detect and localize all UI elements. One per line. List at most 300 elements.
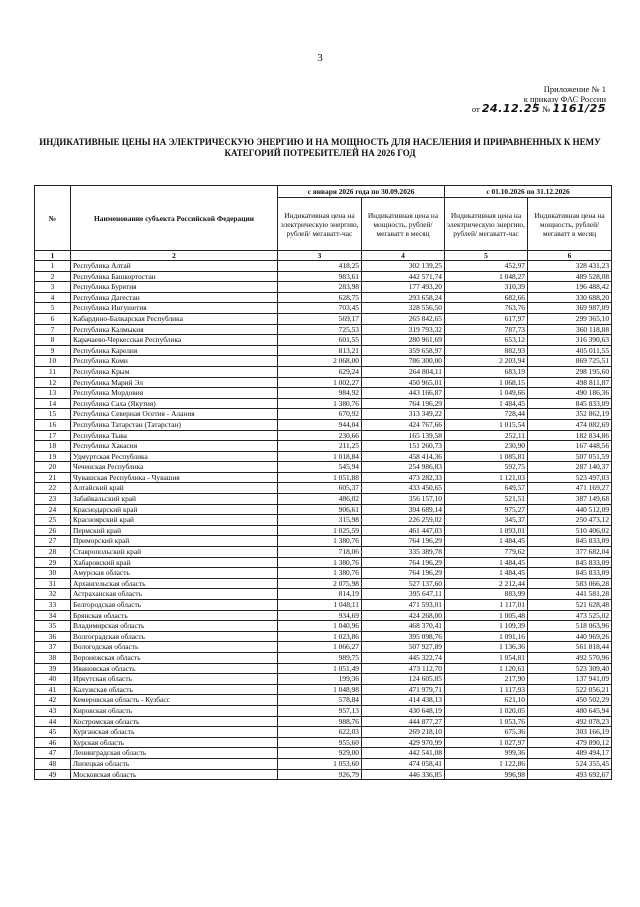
row-number: 41 xyxy=(35,684,71,695)
power-price-period-2: 473 525,02 xyxy=(528,610,612,621)
column-number: 6 xyxy=(528,251,612,261)
row-number: 27 xyxy=(35,536,71,547)
period-header-1: с января 2026 года по 30.09.2026 xyxy=(278,186,445,198)
energy-price-period-1: 955,60 xyxy=(278,737,362,748)
power-price-period-1: 264 804,11 xyxy=(362,366,445,377)
row-number: 8 xyxy=(35,335,71,346)
row-number: 29 xyxy=(35,557,71,568)
energy-price-period-1: 906,61 xyxy=(278,504,362,515)
row-number: 40 xyxy=(35,674,71,685)
energy-price-period-2: 521,51 xyxy=(445,494,528,505)
energy-price-period-2: 1 484,45 xyxy=(445,536,528,547)
row-number: 1 xyxy=(35,261,71,272)
region-name: Красноярский край xyxy=(71,515,278,526)
power-price-period-2: 328 431,23 xyxy=(528,261,612,272)
energy-price-period-2: 617,97 xyxy=(445,313,528,324)
row-number: 20 xyxy=(35,462,71,473)
power-price-period-1: 395 647,11 xyxy=(362,589,445,600)
power-price-period-1: 335 389,78 xyxy=(362,547,445,558)
appendix-line2: к приказу ФАС России xyxy=(523,94,606,104)
region-name: Иркутская область xyxy=(71,674,278,685)
table-row xyxy=(35,483,612,494)
table-row xyxy=(35,716,612,727)
table-row xyxy=(35,324,612,335)
power-price-period-1: 442 541,08 xyxy=(362,748,445,759)
energy-price-period-2: 675,36 xyxy=(445,727,528,738)
energy-price-period-1: 2 075,98 xyxy=(278,578,362,589)
row-number: 3 xyxy=(35,282,71,293)
energy-price-period-1: 813,21 xyxy=(278,345,362,356)
power-price-period-2: 316 390,63 xyxy=(528,335,612,346)
table-row xyxy=(35,631,612,642)
power-price-period-2: 474 082,69 xyxy=(528,419,612,430)
region-name: Астраханская область xyxy=(71,589,278,600)
energy-price-period-2: 452,97 xyxy=(445,261,528,272)
power-price-period-1: 450 965,01 xyxy=(362,377,445,388)
power-price-period-2: 299 365,10 xyxy=(528,313,612,324)
row-number: 25 xyxy=(35,515,71,526)
energy-price-period-2: 1 053,76 xyxy=(445,716,528,727)
power-price-period-1: 442 571,74 xyxy=(362,271,445,282)
table-row xyxy=(35,292,612,303)
table-row xyxy=(35,515,612,526)
power-price-period-1: 328 556,50 xyxy=(362,303,445,314)
energy-price-period-2: 1 085,81 xyxy=(445,451,528,462)
region-name: Волгоградская область xyxy=(71,631,278,642)
power-price-period-2: 387 149,68 xyxy=(528,494,612,505)
table-row xyxy=(35,568,612,579)
table-row xyxy=(35,589,612,600)
row-number: 36 xyxy=(35,631,71,642)
table-row xyxy=(35,462,612,473)
energy-price-period-2: 1 027,97 xyxy=(445,737,528,748)
row-number: 30 xyxy=(35,568,71,579)
energy-price-period-2: 882,93 xyxy=(445,345,528,356)
power-price-period-1: 319 793,32 xyxy=(362,324,445,335)
power-price-period-2: 298 195,60 xyxy=(528,366,612,377)
region-name: Республика Коми xyxy=(71,356,278,367)
table-row xyxy=(35,705,612,716)
power-price-period-2: 352 862,19 xyxy=(528,409,612,420)
power-price-period-1: 177 493,20 xyxy=(362,282,445,293)
table-row xyxy=(35,758,612,769)
table-row xyxy=(35,303,612,314)
energy-price-period-1: 1 051,88 xyxy=(278,472,362,483)
region-name: Курганская область xyxy=(71,727,278,738)
table-row xyxy=(35,610,612,621)
power-price-period-2: 450 502,29 xyxy=(528,695,612,706)
table-row xyxy=(35,356,612,367)
region-name: Ленинградская область xyxy=(71,748,278,759)
power-price-period-1: 430 648,19 xyxy=(362,705,445,716)
power-price-period-1: 280 961,69 xyxy=(362,335,445,346)
energy-price-period-1: 814,19 xyxy=(278,589,362,600)
energy-price-period-2: 2 212,44 xyxy=(445,578,528,589)
power-price-period-2: 330 688,20 xyxy=(528,292,612,303)
row-number: 6 xyxy=(35,313,71,324)
region-name: Липецкая область xyxy=(71,758,278,769)
power-price-period-2: 510 406,02 xyxy=(528,525,612,536)
energy-price-period-2: 763,76 xyxy=(445,303,528,314)
energy-price-period-1: 934,69 xyxy=(278,610,362,621)
power-price-period-1: 395 098,76 xyxy=(362,631,445,642)
power-price-period-2: 523 309,40 xyxy=(528,663,612,674)
row-number: 34 xyxy=(35,610,71,621)
row-number: 31 xyxy=(35,578,71,589)
power-price-period-2: 250 473,12 xyxy=(528,515,612,526)
appendix-prefix-date: от xyxy=(471,104,480,114)
power-price-period-2: 440 512,09 xyxy=(528,504,612,515)
table-row xyxy=(35,557,612,568)
appendix-line1: Приложение № 1 xyxy=(543,84,606,94)
power-price-period-1: 269 218,10 xyxy=(362,727,445,738)
region-name: Республика Карелия xyxy=(71,345,278,356)
power-price-period-1: 359 658,97 xyxy=(362,345,445,356)
power-price-period-2: 440 969,26 xyxy=(528,631,612,642)
energy-price-period-2: 1 093,01 xyxy=(445,525,528,536)
table-row xyxy=(35,536,612,547)
power-price-period-1: 445 322,74 xyxy=(362,652,445,663)
table-row xyxy=(35,674,612,685)
energy-price-period-1: 230,66 xyxy=(278,430,362,441)
page-number: 3 xyxy=(317,52,323,64)
column-number: 3 xyxy=(278,251,362,261)
row-number: 11 xyxy=(35,366,71,377)
energy-price-period-2: 1 117,93 xyxy=(445,684,528,695)
energy-price-period-1: 1 048,11 xyxy=(278,600,362,611)
power-price-period-2: 489 528,08 xyxy=(528,271,612,282)
energy-price-period-2: 230,90 xyxy=(445,441,528,452)
table-row xyxy=(35,409,612,420)
table-row xyxy=(35,642,612,653)
table-row xyxy=(35,388,612,399)
region-name: Республика Башкортостан xyxy=(71,271,278,282)
row-number: 12 xyxy=(35,377,71,388)
energy-price-period-1: 988,76 xyxy=(278,716,362,727)
region-name: Курская область xyxy=(71,737,278,748)
energy-price-period-2: 1 020,05 xyxy=(445,705,528,716)
col-header-energy-price-2: Индикативная цена на электрическую энергию, рублей/ мегаватт-час xyxy=(445,198,528,251)
energy-price-period-2: 653,12 xyxy=(445,335,528,346)
col-header-power-price-1: Индикативная цена на мощность, рублей/мегаватт в месяц xyxy=(362,198,445,251)
energy-price-period-1: 605,37 xyxy=(278,483,362,494)
appendix-prefix-no: № xyxy=(542,104,551,114)
region-name: Республика Дагестан xyxy=(71,292,278,303)
power-price-period-1: 433 450,65 xyxy=(362,483,445,494)
region-name: Кемеровская область - Кузбасс xyxy=(71,695,278,706)
col-header-energy-price-1: Индикативная цена на электрическую энергию, рублей/ мегаватт-час xyxy=(278,198,362,251)
row-number: 46 xyxy=(35,737,71,748)
row-number: 21 xyxy=(35,472,71,483)
region-name: Брянская область xyxy=(71,610,278,621)
region-name: Владимирская область xyxy=(71,621,278,632)
region-name: Карачаево-Черкесская Республика xyxy=(71,335,278,346)
energy-price-period-1: 628,75 xyxy=(278,292,362,303)
energy-price-period-1: 315,98 xyxy=(278,515,362,526)
region-name: Архангельская область xyxy=(71,578,278,589)
energy-price-period-2: 1 484,45 xyxy=(445,568,528,579)
energy-price-period-2: 217,90 xyxy=(445,674,528,685)
col-header-power-price-2: Индикативная цена на мощность, рублей/мегаватт в месяц xyxy=(528,198,612,251)
power-price-period-1: 473 112,70 xyxy=(362,663,445,674)
power-price-period-1: 764 196,29 xyxy=(362,568,445,579)
period-header-row xyxy=(35,186,612,198)
region-name: Республика Бурятия xyxy=(71,282,278,293)
power-price-period-1: 764 196,29 xyxy=(362,536,445,547)
row-number: 14 xyxy=(35,398,71,409)
col-header-number: № xyxy=(35,186,71,251)
document-title: ИНДИКАТИВНЫЕ ЦЕНЫ НА ЭЛЕКТРИЧЕСКУЮ ЭНЕРГИЮ И НА МОЩНОСТЬ ДЛЯ НАСЕЛЕНИЯ И ПРИРАВНЕННЫХ К НЕМУ КАТЕГОРИЙ ПОТРЕБИТЕЛЕЙ НА 2026 ГОД xyxy=(39,137,601,158)
energy-price-period-2: 1 091,16 xyxy=(445,631,528,642)
row-number: 32 xyxy=(35,589,71,600)
table-row xyxy=(35,663,612,674)
power-price-period-2: 405 011,55 xyxy=(528,345,612,356)
energy-price-period-1: 926,79 xyxy=(278,769,362,780)
power-price-period-1: 414 438,13 xyxy=(362,695,445,706)
table-row xyxy=(35,441,612,452)
power-price-period-2: 845 833,09 xyxy=(528,557,612,568)
region-name: Чувашская Республика - Чувашия xyxy=(71,472,278,483)
power-price-period-2: 287 140,37 xyxy=(528,462,612,473)
table-row xyxy=(35,727,612,738)
row-number: 17 xyxy=(35,430,71,441)
power-price-period-2: 196 488,42 xyxy=(528,282,612,293)
region-name: Хабаровский край xyxy=(71,557,278,568)
power-price-period-1: 424 767,66 xyxy=(362,419,445,430)
power-price-period-2: 845 833,09 xyxy=(528,536,612,547)
energy-price-period-2: 1 109,39 xyxy=(445,621,528,632)
region-name: Удмуртская Республика xyxy=(71,451,278,462)
region-name: Костромская область xyxy=(71,716,278,727)
row-number: 5 xyxy=(35,303,71,314)
region-name: Республика Крым xyxy=(71,366,278,377)
region-name: Ивановская область xyxy=(71,663,278,674)
energy-price-period-2: 1 015,54 xyxy=(445,419,528,430)
power-price-period-1: 424 268,00 xyxy=(362,610,445,621)
column-numbers-row xyxy=(35,251,612,261)
region-name: Республика Калмыкия xyxy=(71,324,278,335)
energy-price-period-2: 996,98 xyxy=(445,769,528,780)
table-row xyxy=(35,377,612,388)
power-price-period-2: 498 811,87 xyxy=(528,377,612,388)
row-number: 19 xyxy=(35,451,71,462)
energy-price-period-1: 670,92 xyxy=(278,409,362,420)
power-price-period-2: 441 581,28 xyxy=(528,589,612,600)
energy-price-period-2: 883,99 xyxy=(445,589,528,600)
energy-price-period-2: 975,27 xyxy=(445,504,528,515)
region-name: Амурская область xyxy=(71,568,278,579)
power-price-period-1: 293 658,24 xyxy=(362,292,445,303)
energy-price-period-2: 1 136,36 xyxy=(445,642,528,653)
power-price-period-1: 124 605,85 xyxy=(362,674,445,685)
power-price-period-1: 527 137,60 xyxy=(362,578,445,589)
table-row xyxy=(35,547,612,558)
power-price-period-1: 165 139,58 xyxy=(362,430,445,441)
row-number: 23 xyxy=(35,494,71,505)
row-number: 9 xyxy=(35,345,71,356)
table-row xyxy=(35,621,612,632)
energy-price-period-1: 1 048,98 xyxy=(278,684,362,695)
row-number: 45 xyxy=(35,727,71,738)
energy-price-period-2: 1 484,45 xyxy=(445,398,528,409)
energy-price-period-2: 779,62 xyxy=(445,547,528,558)
energy-price-period-2: 999,36 xyxy=(445,748,528,759)
power-price-period-1: 764 196,29 xyxy=(362,398,445,409)
energy-price-period-2: 345,37 xyxy=(445,515,528,526)
power-price-period-1: 429 970,99 xyxy=(362,737,445,748)
region-name: Калужская область xyxy=(71,684,278,695)
power-price-period-2: 869 725,51 xyxy=(528,356,612,367)
power-price-period-2: 521 628,48 xyxy=(528,600,612,611)
power-price-period-2: 583 066,28 xyxy=(528,578,612,589)
table-row xyxy=(35,695,612,706)
energy-price-period-2: 252,11 xyxy=(445,430,528,441)
energy-price-period-1: 929,00 xyxy=(278,748,362,759)
energy-price-period-1: 199,36 xyxy=(278,674,362,685)
power-price-period-2: 471 169,27 xyxy=(528,483,612,494)
energy-price-period-1: 569,17 xyxy=(278,313,362,324)
power-price-period-2: 182 834,86 xyxy=(528,430,612,441)
power-price-period-1: 265 842,65 xyxy=(362,313,445,324)
row-number: 42 xyxy=(35,695,71,706)
power-price-period-1: 443 166,87 xyxy=(362,388,445,399)
power-price-period-1: 461 447,03 xyxy=(362,525,445,536)
period-header-2: с 01.10.2026 по 31.12.2026 xyxy=(445,186,612,198)
energy-price-period-2: 728,44 xyxy=(445,409,528,420)
row-number: 48 xyxy=(35,758,71,769)
power-price-period-1: 473 282,33 xyxy=(362,472,445,483)
energy-price-period-2: 621,10 xyxy=(445,695,528,706)
table-row xyxy=(35,451,612,462)
energy-price-period-2: 1 005,48 xyxy=(445,610,528,621)
table-row xyxy=(35,748,612,759)
energy-price-period-2: 1 049,66 xyxy=(445,388,528,399)
power-price-period-1: 394 689,14 xyxy=(362,504,445,515)
power-price-period-2: 480 645,94 xyxy=(528,705,612,716)
power-price-period-2: 369 987,09 xyxy=(528,303,612,314)
power-price-period-1: 474 058,41 xyxy=(362,758,445,769)
region-name: Московская область xyxy=(71,769,278,780)
energy-price-period-1: 283,98 xyxy=(278,282,362,293)
table-row xyxy=(35,652,612,663)
region-name: Республика Мордовия xyxy=(71,388,278,399)
table-row xyxy=(35,737,612,748)
region-name: Вологодская область xyxy=(71,642,278,653)
power-price-period-2: 523 497,03 xyxy=(528,472,612,483)
region-name: Республика Алтай xyxy=(71,261,278,272)
row-number: 10 xyxy=(35,356,71,367)
energy-price-period-1: 545,94 xyxy=(278,462,362,473)
energy-price-period-1: 725,53 xyxy=(278,324,362,335)
power-price-period-1: 468 370,41 xyxy=(362,621,445,632)
region-name: Ставропольский край xyxy=(71,547,278,558)
region-name: Республика Марий Эл xyxy=(71,377,278,388)
region-name: Приморский край xyxy=(71,536,278,547)
row-number: 49 xyxy=(35,769,71,780)
region-name: Республика Татарстан (Татарстан) xyxy=(71,419,278,430)
energy-price-period-2: 1 068,15 xyxy=(445,377,528,388)
row-number: 7 xyxy=(35,324,71,335)
power-price-period-2: 561 818,44 xyxy=(528,642,612,653)
energy-price-period-1: 486,02 xyxy=(278,494,362,505)
region-name: Забайкальский край xyxy=(71,494,278,505)
power-price-period-2: 489 494,17 xyxy=(528,748,612,759)
power-price-period-2: 490 186,36 xyxy=(528,388,612,399)
region-name: Чеченская Республика xyxy=(71,462,278,473)
power-price-period-2: 377 682,04 xyxy=(528,547,612,558)
col-header-region: Наименование субъекта Российской Федерации xyxy=(71,186,278,251)
energy-price-period-1: 1 051,49 xyxy=(278,663,362,674)
region-name: Республика Ингушетия xyxy=(71,303,278,314)
energy-price-period-2: 682,66 xyxy=(445,292,528,303)
power-price-period-2: 845 833,09 xyxy=(528,398,612,409)
energy-price-period-1: 211,25 xyxy=(278,441,362,452)
power-price-period-1: 226 259,02 xyxy=(362,515,445,526)
energy-price-period-1: 1 380,76 xyxy=(278,557,362,568)
energy-price-period-2: 1 121,03 xyxy=(445,472,528,483)
power-price-period-2: 360 118,88 xyxy=(528,324,612,335)
energy-price-period-2: 1 117,01 xyxy=(445,600,528,611)
region-name: Пермский край xyxy=(71,525,278,536)
power-price-period-2: 479 890,12 xyxy=(528,737,612,748)
energy-price-period-2: 1 484,45 xyxy=(445,557,528,568)
table-row xyxy=(35,684,612,695)
row-number: 16 xyxy=(35,419,71,430)
appendix-block xyxy=(456,84,606,114)
power-price-period-1: 151 260,73 xyxy=(362,441,445,452)
region-name: Республика Тыва xyxy=(71,430,278,441)
energy-price-period-1: 1 023,86 xyxy=(278,631,362,642)
power-price-period-2: 167 448,56 xyxy=(528,441,612,452)
row-number: 4 xyxy=(35,292,71,303)
power-price-period-1: 446 336,85 xyxy=(362,769,445,780)
power-price-period-2: 492 570,96 xyxy=(528,652,612,663)
table-row xyxy=(35,282,612,293)
energy-price-period-1: 2 068,00 xyxy=(278,356,362,367)
row-number: 24 xyxy=(35,504,71,515)
power-price-period-1: 302 139,25 xyxy=(362,261,445,272)
row-number: 18 xyxy=(35,441,71,452)
power-price-period-1: 507 927,89 xyxy=(362,642,445,653)
row-number: 38 xyxy=(35,652,71,663)
energy-price-period-2: 787,73 xyxy=(445,324,528,335)
table-row xyxy=(35,345,612,356)
power-price-period-1: 356 157,10 xyxy=(362,494,445,505)
row-number: 22 xyxy=(35,483,71,494)
region-name: Кабардино-Балкарская Республика xyxy=(71,313,278,324)
region-name: Алтайский край xyxy=(71,483,278,494)
energy-price-period-2: 1 048,27 xyxy=(445,271,528,282)
power-price-period-2: 492 078,23 xyxy=(528,716,612,727)
table-row xyxy=(35,769,612,780)
power-price-period-1: 313 349,22 xyxy=(362,409,445,420)
energy-price-period-1: 983,61 xyxy=(278,271,362,282)
table-row xyxy=(35,398,612,409)
region-name: Кировская область xyxy=(71,705,278,716)
energy-price-period-1: 703,45 xyxy=(278,303,362,314)
power-price-period-1: 444 877,27 xyxy=(362,716,445,727)
column-number: 5 xyxy=(445,251,528,261)
power-price-period-1: 458 414,36 xyxy=(362,451,445,462)
energy-price-period-1: 1 066,27 xyxy=(278,642,362,653)
energy-price-period-2: 2 203,94 xyxy=(445,356,528,367)
appendix-date-line xyxy=(456,104,606,114)
row-number: 15 xyxy=(35,409,71,420)
energy-price-period-1: 1 380,76 xyxy=(278,536,362,547)
row-number: 13 xyxy=(35,388,71,399)
row-number: 44 xyxy=(35,716,71,727)
energy-price-period-1: 1 040,96 xyxy=(278,621,362,632)
